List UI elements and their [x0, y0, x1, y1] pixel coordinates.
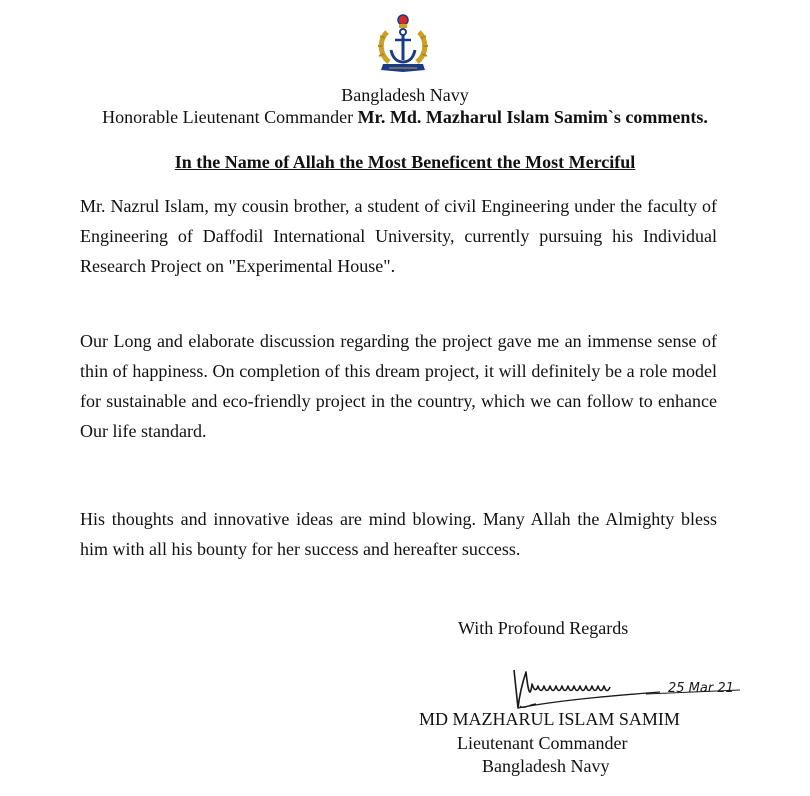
organization-name: Bangladesh Navy: [341, 85, 469, 105]
signatory-rank: Lieutenant Commander: [457, 733, 628, 753]
document-heading: In the Name of Allah the Most Beneficent the Most Merciful: [174, 152, 636, 172]
subtitle-commander-name: Mr. Md. Mazharul Islam Samim`s comments.: [357, 107, 708, 127]
paragraph-introduction: Mr. Nazrul Islam, my cousin brother, a student of civil Engineering under the faculty of Engineering of Daffodil International University, currently pursuing his Individual Research Project on "Experimental House".: [80, 196, 717, 276]
signature-date: 25 Mar 21: [668, 681, 734, 696]
paragraph-blessing: His thoughts and innovative ideas are mind blowing. Many Allah the Almighty bless him with all his bounty for her success and hereafter success.: [80, 509, 717, 559]
document-subtitle: [0, 106, 810, 128]
paragraph-discussion: Our Long and elaborate discussion regarding the project gave me an immense sense of thin of happiness. On completion of this dream project, it will definitely be a role model for sustainable and eco-friendly project in the country, which we can follow to enhance Our life standard.: [80, 331, 717, 441]
subtitle-prefix: Honorable Lieutenant Commander: [102, 107, 358, 127]
signatory-organization: Bangladesh Navy: [482, 756, 610, 776]
signatory-name: MD MAZHARUL ISLAM SAMIM: [419, 709, 680, 729]
closing-regards: With Profound Regards: [458, 618, 629, 638]
bangladesh-navy-anchor-emblem-icon: [375, 12, 431, 76]
